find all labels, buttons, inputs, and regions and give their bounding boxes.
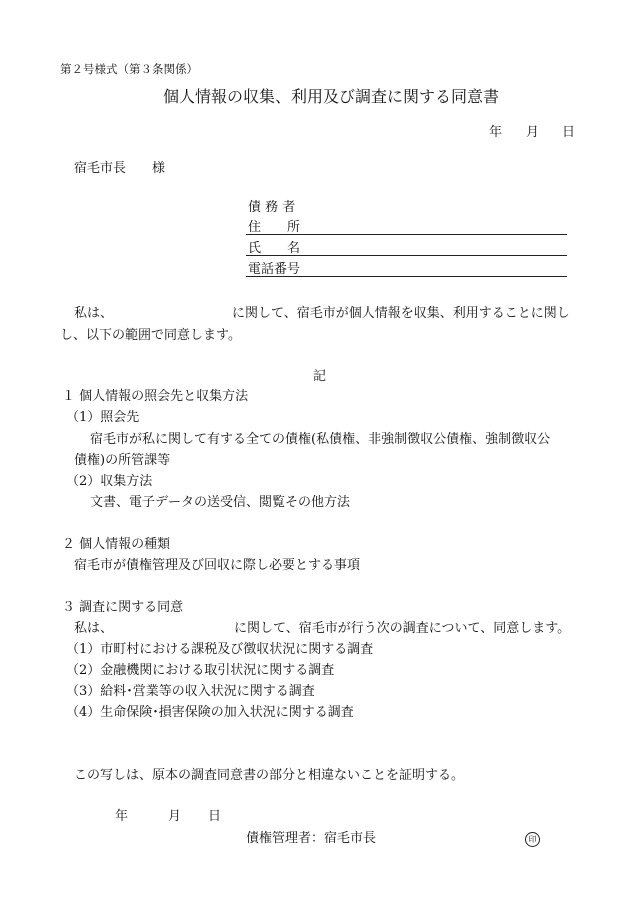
phone-label: 電話番号 xyxy=(248,262,301,277)
debtor-heading: 債 務 者 xyxy=(248,200,296,215)
seal-text: 印 xyxy=(528,834,537,844)
section1-heading: １ 個人情報の照会先と収集方法 xyxy=(62,389,249,404)
consent-line2: し、以下の範囲で同意します。 xyxy=(60,328,241,343)
section2-heading: ２ 個人情報の種類 xyxy=(62,537,171,552)
address-label: 住 所 xyxy=(248,220,301,235)
name-field[interactable] xyxy=(246,255,567,256)
date-year: 年 xyxy=(489,125,503,140)
document-title: 個人情報の収集、利用及び調査に関する同意書 xyxy=(163,87,500,106)
date-month: 月 xyxy=(526,125,540,140)
name-label: 氏 名 xyxy=(248,241,301,256)
addressee-name: 宿毛市長 xyxy=(74,161,127,176)
section1-sub1-heading: （1）照会先 xyxy=(66,410,140,425)
cert-date-year: 年 xyxy=(115,809,129,824)
address-field[interactable] xyxy=(246,234,567,235)
section3-prefix: 私は、 xyxy=(74,621,114,636)
cert-date-day: 日 xyxy=(208,809,222,824)
section3-item-1: （1）市町村における課税及び徴収状況に関する調査 xyxy=(66,642,374,657)
section3-item-3: （3）給料･営業等の収入状況に関する調査 xyxy=(66,684,315,699)
ki-heading: 記 xyxy=(313,369,327,384)
section1-sub2-heading: （2）収集方法 xyxy=(66,474,153,489)
consent-prefix: 私は、 xyxy=(74,306,114,321)
certification-text: この写しは、原本の調査同意書の部分と相違ないことを証明する。 xyxy=(74,768,465,783)
section1-sub2-text: 文書、電子データの送受信、閲覧その他方法 xyxy=(90,495,351,510)
section1-sub1-text2: 債権)の所管課等 xyxy=(74,453,171,468)
seal-icon xyxy=(525,832,540,847)
addressee-honorific: 様 xyxy=(152,161,166,176)
section2-text: 宿毛市が債権管理及び回収に際し必要とする事項 xyxy=(74,558,361,573)
cert-date-month: 月 xyxy=(168,809,182,824)
section1-sub1-text1: 宿毛市が私に関して有する全ての債権(私債権、非強制徴収公債権、強制徴収公 xyxy=(90,432,551,447)
section3-suffix: に関して、宿毛市が行う次の調査について、同意します。 xyxy=(234,621,571,636)
manager-label: 債権管理者：宿毛市長 xyxy=(246,831,377,846)
section3-heading: ３ 調査に関する同意 xyxy=(62,600,184,615)
consent-suffix: に関して、宿毛市が個人情報を収集、利用することに関し xyxy=(232,306,570,321)
section3-item-2: （2）金融機関における取引状況に関する調査 xyxy=(66,663,335,678)
phone-field[interactable] xyxy=(246,276,567,277)
section3-item-4: （4）生命保険･損害保険の加入状況に関する調査 xyxy=(66,705,354,720)
date-day: 日 xyxy=(562,125,576,140)
form-number: 第２号様式（第３条関係） xyxy=(60,62,198,76)
